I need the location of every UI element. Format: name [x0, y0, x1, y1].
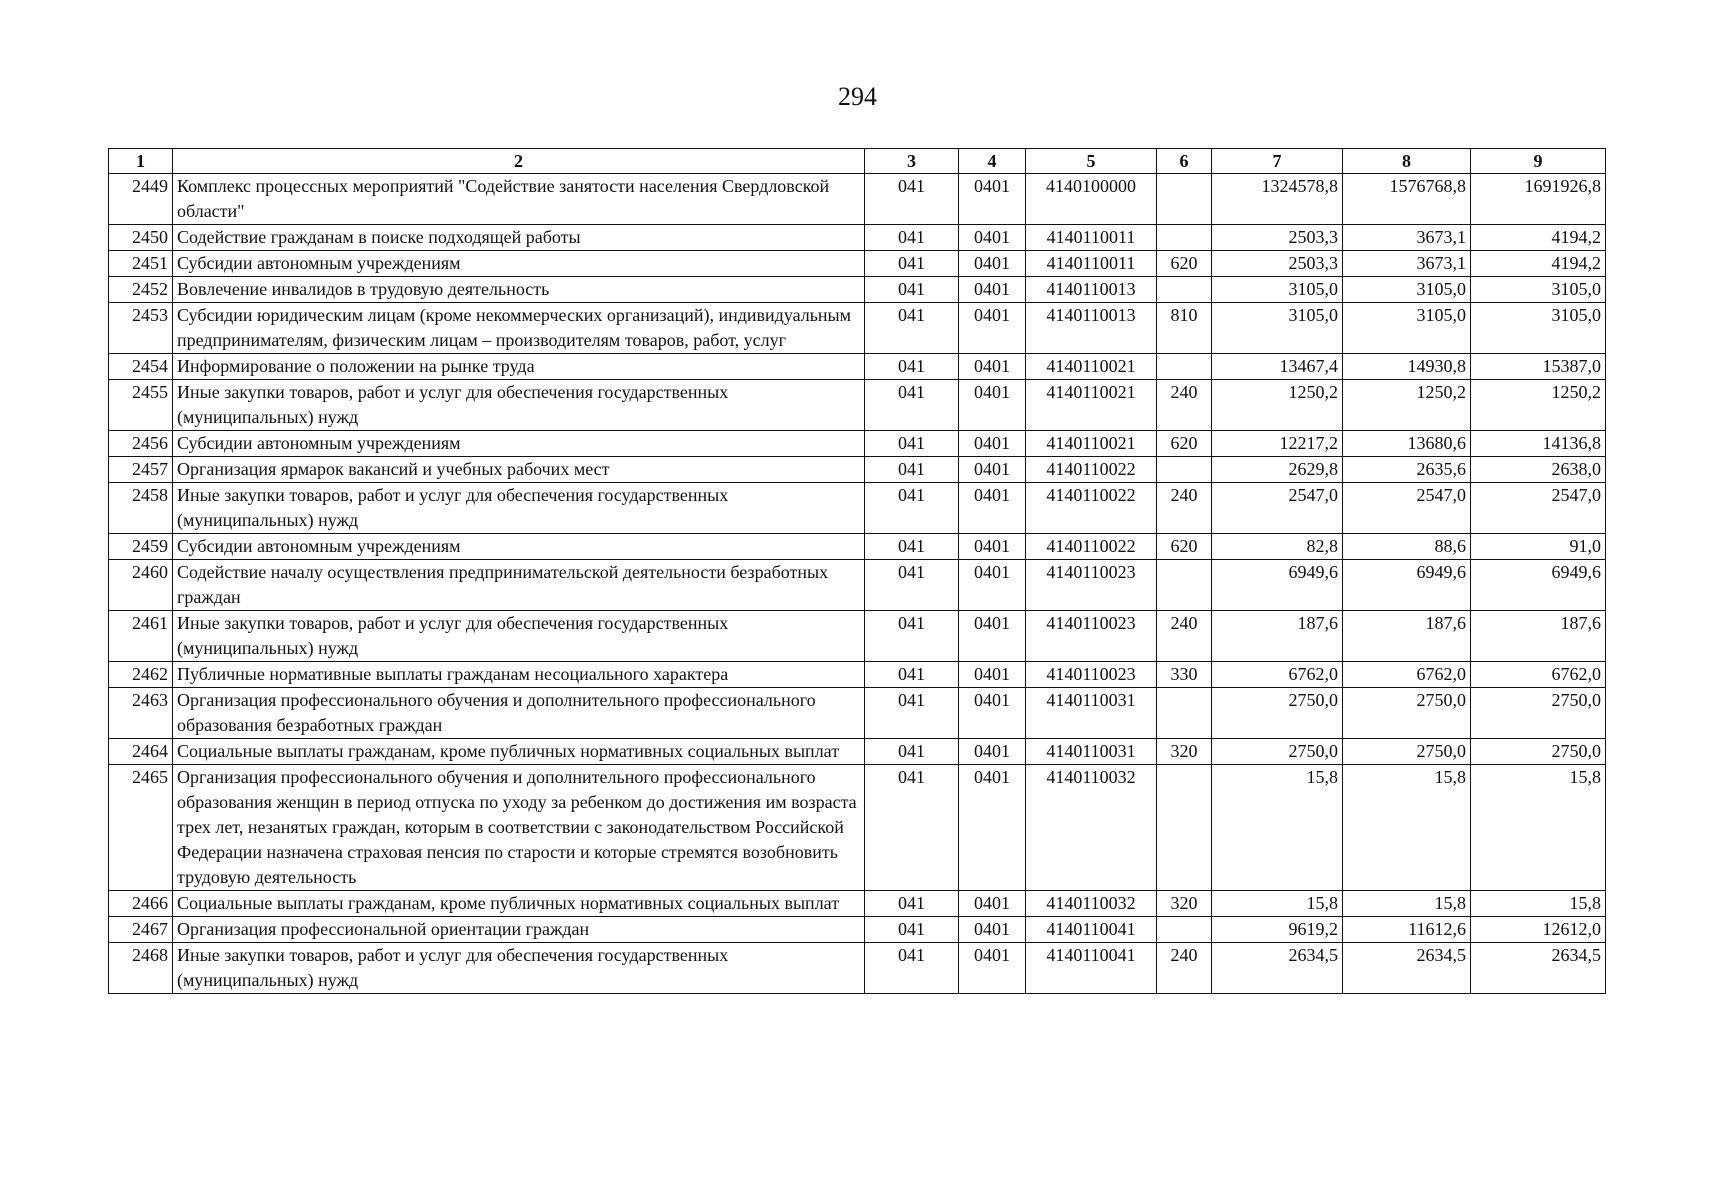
expense-type-code [1157, 560, 1212, 611]
section-code: 0401 [959, 765, 1026, 891]
expense-type-code: 320 [1157, 739, 1212, 765]
amount-col-7: 13467,4 [1212, 354, 1343, 380]
row-number: 2460 [109, 560, 173, 611]
ministry-code: 041 [865, 534, 959, 560]
amount-col-8: 2634,5 [1343, 943, 1471, 994]
row-number: 2459 [109, 534, 173, 560]
ministry-code: 041 [865, 277, 959, 303]
item-name: Иные закупки товаров, работ и услуг для обеспечения государственных (муниципальных) нужд [173, 611, 865, 662]
item-name: Субсидии юридическим лицам (кроме некоммерческих организаций), индивидуальным предпринимателям, физическим лицам – производителям товаров, работ, услуг [173, 303, 865, 354]
ministry-code: 041 [865, 917, 959, 943]
section-code: 0401 [959, 688, 1026, 739]
amount-col-8: 3105,0 [1343, 303, 1471, 354]
amount-col-8: 1250,2 [1343, 380, 1471, 431]
table-row [109, 765, 1606, 891]
table-row [109, 457, 1606, 483]
expense-type-code: 330 [1157, 662, 1212, 688]
amount-col-7: 2503,3 [1212, 225, 1343, 251]
expense-type-code [1157, 765, 1212, 891]
ministry-code: 041 [865, 457, 959, 483]
table-row [109, 560, 1606, 611]
target-article-code: 4140110021 [1026, 354, 1157, 380]
amount-col-9: 6949,6 [1471, 560, 1606, 611]
amount-col-9: 2638,0 [1471, 457, 1606, 483]
ministry-code: 041 [865, 688, 959, 739]
ministry-code: 041 [865, 303, 959, 354]
target-article-code: 4140110013 [1026, 303, 1157, 354]
target-article-code: 4140110013 [1026, 277, 1157, 303]
expense-type-code: 240 [1157, 380, 1212, 431]
amount-col-9: 3105,0 [1471, 303, 1606, 354]
amount-col-8: 3105,0 [1343, 277, 1471, 303]
table-row [109, 483, 1606, 534]
amount-col-8: 187,6 [1343, 611, 1471, 662]
target-article-code: 4140110032 [1026, 891, 1157, 917]
section-code: 0401 [959, 225, 1026, 251]
target-article-code: 4140110041 [1026, 943, 1157, 994]
header-cell: 1 [109, 149, 173, 174]
amount-col-7: 2503,3 [1212, 251, 1343, 277]
item-name: Содействие гражданам в поиске подходящей работы [173, 225, 865, 251]
target-article-code: 4140110023 [1026, 611, 1157, 662]
row-number: 2449 [109, 174, 173, 225]
amount-col-8: 6949,6 [1343, 560, 1471, 611]
row-number: 2455 [109, 380, 173, 431]
row-number: 2456 [109, 431, 173, 457]
header-cell: 6 [1157, 149, 1212, 174]
section-code: 0401 [959, 943, 1026, 994]
table-row [109, 277, 1606, 303]
table-row [109, 943, 1606, 994]
target-article-code: 4140110023 [1026, 662, 1157, 688]
ministry-code: 041 [865, 431, 959, 457]
expense-type-code: 620 [1157, 534, 1212, 560]
row-number: 2467 [109, 917, 173, 943]
item-name: Иные закупки товаров, работ и услуг для обеспечения государственных (муниципальных) нужд [173, 380, 865, 431]
expense-type-code: 810 [1157, 303, 1212, 354]
table-row [109, 174, 1606, 225]
item-name: Иные закупки товаров, работ и услуг для обеспечения государственных (муниципальных) нужд [173, 483, 865, 534]
amount-col-8: 14930,8 [1343, 354, 1471, 380]
amount-col-9: 2634,5 [1471, 943, 1606, 994]
amount-col-7: 6762,0 [1212, 662, 1343, 688]
section-code: 0401 [959, 534, 1026, 560]
amount-col-9: 91,0 [1471, 534, 1606, 560]
item-name: Социальные выплаты гражданам, кроме публичных нормативных социальных выплат [173, 739, 865, 765]
header-cell: 7 [1212, 149, 1343, 174]
item-name: Вовлечение инвалидов в трудовую деятельность [173, 277, 865, 303]
page-number: 294 [838, 82, 877, 111]
row-number: 2458 [109, 483, 173, 534]
table-body [109, 174, 1606, 994]
expense-type-code [1157, 354, 1212, 380]
target-article-code: 4140110031 [1026, 688, 1157, 739]
budget-table [108, 148, 1606, 994]
ministry-code: 041 [865, 251, 959, 277]
target-article-code: 4140110021 [1026, 431, 1157, 457]
table-row [109, 534, 1606, 560]
ministry-code: 041 [865, 739, 959, 765]
item-name: Субсидии автономным учреждениям [173, 534, 865, 560]
amount-col-9: 1250,2 [1471, 380, 1606, 431]
item-name: Организация профессионального обучения и дополнительного профессионального образования женщин в период отпуска по уходу за ребенком до достижения им возраста трех лет, незанятых граждан, которым в соответствии с законодательством Российской Федерации назначена страховая пенсия по старости и которые стремятся возобновить трудовую деятельность [173, 765, 865, 891]
ministry-code: 041 [865, 225, 959, 251]
amount-col-9: 2750,0 [1471, 688, 1606, 739]
expense-type-code: 620 [1157, 251, 1212, 277]
amount-col-9: 2750,0 [1471, 739, 1606, 765]
amount-col-7: 82,8 [1212, 534, 1343, 560]
amount-col-7: 1250,2 [1212, 380, 1343, 431]
amount-col-9: 4194,2 [1471, 225, 1606, 251]
table-header-row [109, 149, 1606, 174]
amount-col-8: 3673,1 [1343, 225, 1471, 251]
amount-col-7: 15,8 [1212, 891, 1343, 917]
amount-col-8: 6762,0 [1343, 662, 1471, 688]
amount-col-9: 2547,0 [1471, 483, 1606, 534]
item-name: Иные закупки товаров, работ и услуг для обеспечения государственных (муниципальных) нужд [173, 943, 865, 994]
item-name: Содействие началу осуществления предпринимательской деятельности безработных граждан [173, 560, 865, 611]
amount-col-8: 15,8 [1343, 891, 1471, 917]
table-row [109, 251, 1606, 277]
section-code: 0401 [959, 917, 1026, 943]
item-name: Субсидии автономным учреждениям [173, 431, 865, 457]
row-number: 2465 [109, 765, 173, 891]
ministry-code: 041 [865, 174, 959, 225]
section-code: 0401 [959, 457, 1026, 483]
row-number: 2452 [109, 277, 173, 303]
target-article-code: 4140110011 [1026, 225, 1157, 251]
table-row [109, 431, 1606, 457]
table-row [109, 225, 1606, 251]
item-name: Организация профессионального обучения и дополнительного профессионального образования безработных граждан [173, 688, 865, 739]
amount-col-8: 2547,0 [1343, 483, 1471, 534]
target-article-code: 4140110011 [1026, 251, 1157, 277]
ministry-code: 041 [865, 560, 959, 611]
amount-col-9: 12612,0 [1471, 917, 1606, 943]
row-number: 2454 [109, 354, 173, 380]
header-cell: 4 [959, 149, 1026, 174]
expense-type-code [1157, 277, 1212, 303]
amount-col-8: 3673,1 [1343, 251, 1471, 277]
row-number: 2453 [109, 303, 173, 354]
target-article-code: 4140100000 [1026, 174, 1157, 225]
row-number: 2463 [109, 688, 173, 739]
amount-col-9: 15,8 [1471, 765, 1606, 891]
amount-col-8: 2750,0 [1343, 688, 1471, 739]
amount-col-8: 2635,6 [1343, 457, 1471, 483]
target-article-code: 4140110031 [1026, 739, 1157, 765]
amount-col-9: 3105,0 [1471, 277, 1606, 303]
expense-type-code [1157, 225, 1212, 251]
amount-col-7: 2750,0 [1212, 739, 1343, 765]
section-code: 0401 [959, 662, 1026, 688]
item-name: Публичные нормативные выплаты гражданам несоциального характера [173, 662, 865, 688]
table-row [109, 739, 1606, 765]
amount-col-9: 14136,8 [1471, 431, 1606, 457]
row-number: 2466 [109, 891, 173, 917]
amount-col-9: 6762,0 [1471, 662, 1606, 688]
section-code: 0401 [959, 739, 1026, 765]
target-article-code: 4140110041 [1026, 917, 1157, 943]
row-number: 2462 [109, 662, 173, 688]
row-number: 2461 [109, 611, 173, 662]
amount-col-8: 15,8 [1343, 765, 1471, 891]
expense-type-code: 240 [1157, 611, 1212, 662]
header-cell: 9 [1471, 149, 1606, 174]
ministry-code: 041 [865, 354, 959, 380]
ministry-code: 041 [865, 891, 959, 917]
expense-type-code [1157, 457, 1212, 483]
item-name: Организация ярмарок вакансий и учебных рабочих мест [173, 457, 865, 483]
amount-col-7: 9619,2 [1212, 917, 1343, 943]
amount-col-9: 4194,2 [1471, 251, 1606, 277]
amount-col-9: 15,8 [1471, 891, 1606, 917]
section-code: 0401 [959, 303, 1026, 354]
section-code: 0401 [959, 560, 1026, 611]
section-code: 0401 [959, 277, 1026, 303]
amount-col-7: 15,8 [1212, 765, 1343, 891]
amount-col-7: 2634,5 [1212, 943, 1343, 994]
row-number: 2450 [109, 225, 173, 251]
target-article-code: 4140110021 [1026, 380, 1157, 431]
table-row [109, 303, 1606, 354]
item-name: Информирование о положении на рынке труда [173, 354, 865, 380]
amount-col-8: 11612,6 [1343, 917, 1471, 943]
amount-col-8: 2750,0 [1343, 739, 1471, 765]
amount-col-7: 6949,6 [1212, 560, 1343, 611]
expense-type-code: 240 [1157, 943, 1212, 994]
amount-col-7: 2547,0 [1212, 483, 1343, 534]
ministry-code: 041 [865, 662, 959, 688]
header-cell: 5 [1026, 149, 1157, 174]
amount-col-8: 13680,6 [1343, 431, 1471, 457]
table-row [109, 662, 1606, 688]
ministry-code: 041 [865, 611, 959, 662]
table-row [109, 380, 1606, 431]
amount-col-7: 12217,2 [1212, 431, 1343, 457]
target-article-code: 4140110022 [1026, 483, 1157, 534]
target-article-code: 4140110023 [1026, 560, 1157, 611]
section-code: 0401 [959, 611, 1026, 662]
table-row [109, 611, 1606, 662]
expense-type-code [1157, 917, 1212, 943]
amount-col-7: 2629,8 [1212, 457, 1343, 483]
amount-col-7: 187,6 [1212, 611, 1343, 662]
header-cell: 8 [1343, 149, 1471, 174]
expense-type-code [1157, 688, 1212, 739]
item-name: Организация профессиональной ориентации граждан [173, 917, 865, 943]
table-row [109, 917, 1606, 943]
ministry-code: 041 [865, 943, 959, 994]
item-name: Социальные выплаты гражданам, кроме публичных нормативных социальных выплат [173, 891, 865, 917]
table-row [109, 354, 1606, 380]
target-article-code: 4140110022 [1026, 534, 1157, 560]
table-row [109, 891, 1606, 917]
ministry-code: 041 [865, 765, 959, 891]
header-cell: 2 [173, 149, 865, 174]
expense-type-code: 320 [1157, 891, 1212, 917]
row-number: 2457 [109, 457, 173, 483]
section-code: 0401 [959, 483, 1026, 534]
header-cell: 3 [865, 149, 959, 174]
row-number: 2468 [109, 943, 173, 994]
amount-col-9: 187,6 [1471, 611, 1606, 662]
amount-col-9: 1691926,8 [1471, 174, 1606, 225]
section-code: 0401 [959, 174, 1026, 225]
section-code: 0401 [959, 431, 1026, 457]
amount-col-7: 3105,0 [1212, 303, 1343, 354]
section-code: 0401 [959, 251, 1026, 277]
amount-col-7: 3105,0 [1212, 277, 1343, 303]
section-code: 0401 [959, 380, 1026, 431]
section-code: 0401 [959, 354, 1026, 380]
item-name: Субсидии автономным учреждениям [173, 251, 865, 277]
expense-type-code [1157, 174, 1212, 225]
target-article-code: 4140110022 [1026, 457, 1157, 483]
item-name: Комплекс процессных мероприятий "Содействие занятости населения Свердловской области" [173, 174, 865, 225]
expense-type-code: 620 [1157, 431, 1212, 457]
ministry-code: 041 [865, 483, 959, 534]
amount-col-8: 88,6 [1343, 534, 1471, 560]
row-number: 2451 [109, 251, 173, 277]
amount-col-8: 1576768,8 [1343, 174, 1471, 225]
target-article-code: 4140110032 [1026, 765, 1157, 891]
section-code: 0401 [959, 891, 1026, 917]
ministry-code: 041 [865, 380, 959, 431]
table-row [109, 688, 1606, 739]
expense-type-code: 240 [1157, 483, 1212, 534]
amount-col-7: 2750,0 [1212, 688, 1343, 739]
amount-col-7: 1324578,8 [1212, 174, 1343, 225]
row-number: 2464 [109, 739, 173, 765]
amount-col-9: 15387,0 [1471, 354, 1606, 380]
